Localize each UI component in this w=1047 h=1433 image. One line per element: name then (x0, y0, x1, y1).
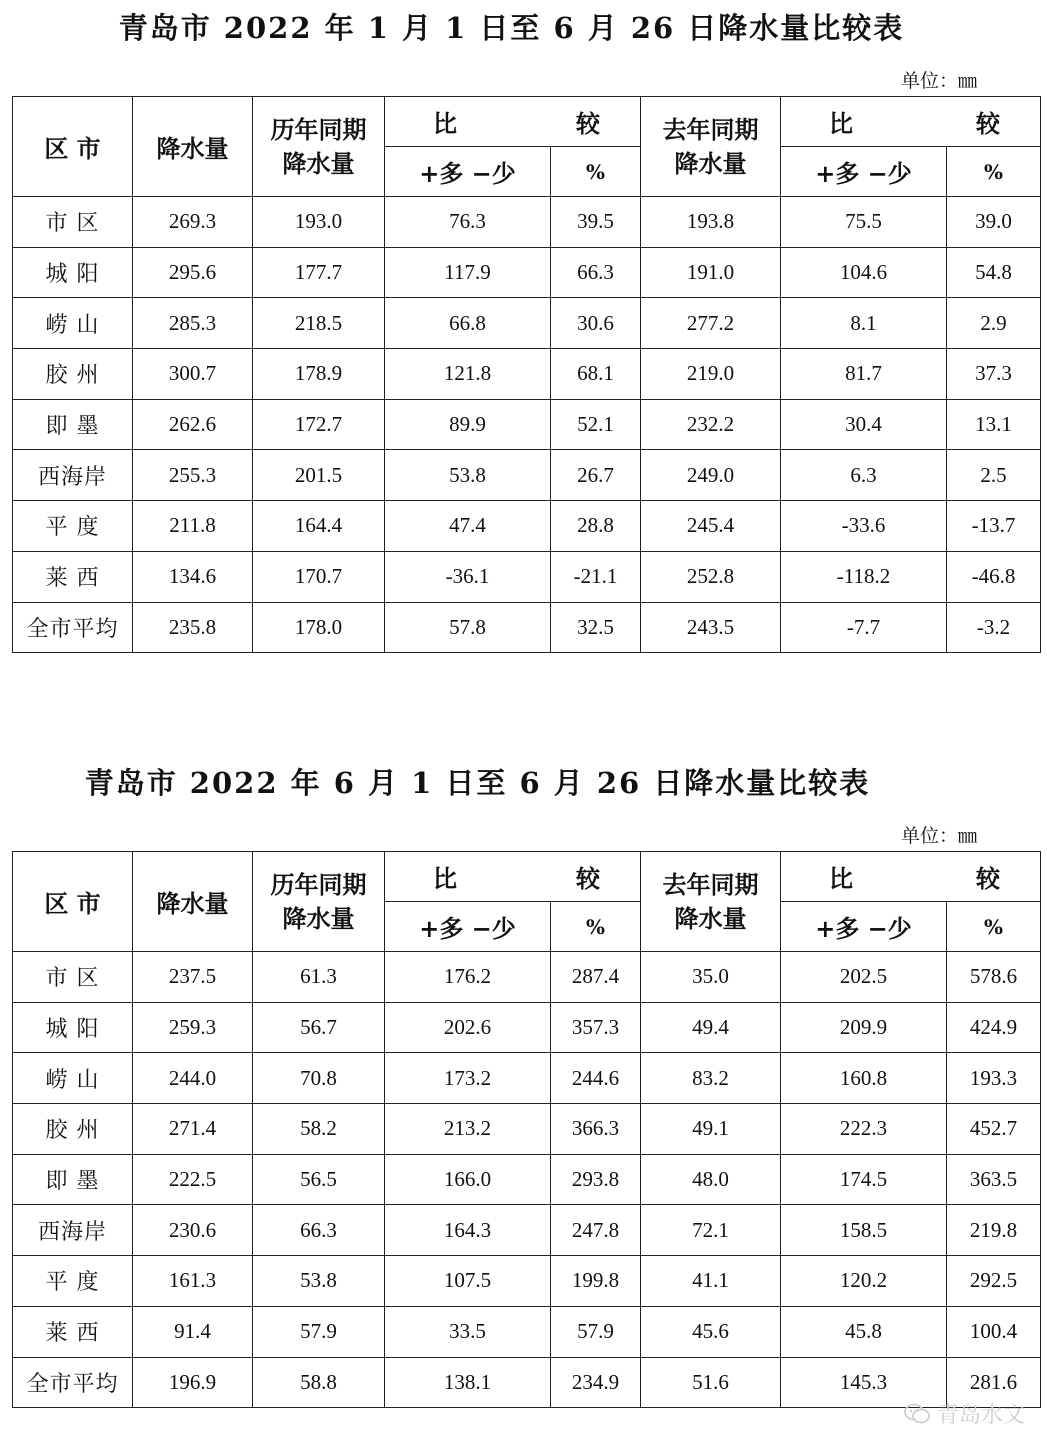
value-cell: -118.2 (781, 551, 947, 602)
value-cell: 61.3 (253, 952, 385, 1003)
district-cell: 全市平均 (13, 602, 133, 653)
value-cell: 176.2 (385, 952, 551, 1003)
value-cell: 30.4 (781, 399, 947, 450)
value-cell: 255.3 (133, 450, 253, 501)
value-cell: 145.3 (781, 1357, 947, 1408)
value-cell: 75.5 (781, 197, 947, 248)
value-cell: 244.6 (551, 1053, 641, 1104)
value-cell: 49.4 (641, 1002, 781, 1053)
value-cell: 100.4 (947, 1306, 1041, 1357)
value-cell: 232.2 (641, 399, 781, 450)
value-cell: 287.4 (551, 952, 641, 1003)
value-cell: 293.8 (551, 1154, 641, 1205)
value-cell: 58.2 (253, 1104, 385, 1155)
value-cell: 41.1 (641, 1256, 781, 1307)
table-row (13, 247, 1041, 298)
value-cell: 13.1 (947, 399, 1041, 450)
value-cell: 178.0 (253, 602, 385, 653)
value-cell: 269.3 (133, 197, 253, 248)
value-cell: 235.8 (133, 602, 253, 653)
value-cell: 164.4 (253, 501, 385, 552)
value-cell: 271.4 (133, 1104, 253, 1155)
district-cell: 莱 西 (13, 551, 133, 602)
value-cell: 56.7 (253, 1002, 385, 1053)
value-cell: 213.2 (385, 1104, 551, 1155)
table-title: 青岛市 2022 年 1 月 1 日至 6 月 26 日降水量比较表 (118, 11, 905, 45)
value-cell: -3.2 (947, 602, 1041, 653)
district-cell: 全市平均 (13, 1357, 133, 1408)
value-cell: 37.3 (947, 349, 1041, 400)
value-cell: 158.5 (781, 1205, 947, 1256)
value-cell: 243.5 (641, 602, 781, 653)
value-cell: -33.6 (781, 501, 947, 552)
table-row (13, 1154, 1041, 1205)
value-cell: 219.0 (641, 349, 781, 400)
value-cell: 218.5 (253, 298, 385, 349)
district-cell: 莱 西 (13, 1306, 133, 1357)
value-cell: 28.8 (551, 501, 641, 552)
district-cell: 西海岸 (13, 450, 133, 501)
value-cell: 166.0 (385, 1154, 551, 1205)
value-cell: 45.8 (781, 1306, 947, 1357)
table-row (13, 1357, 1041, 1408)
district-cell: 胶 州 (13, 349, 133, 400)
value-cell: 117.9 (385, 247, 551, 298)
value-cell: 578.6 (947, 952, 1041, 1003)
district-cell: 崂 山 (13, 298, 133, 349)
header-percent: % (551, 902, 641, 952)
header-historical: 历年同期 降水量 (253, 852, 385, 952)
value-cell: 295.6 (133, 247, 253, 298)
value-cell: -46.8 (947, 551, 1041, 602)
value-cell: -36.1 (385, 551, 551, 602)
district-cell: 即 墨 (13, 1154, 133, 1205)
unit-label: 单位：㎜ (900, 825, 977, 847)
value-cell: 285.3 (133, 298, 253, 349)
value-cell: 35.0 (641, 952, 781, 1003)
value-cell: 81.7 (781, 349, 947, 400)
value-cell: 76.3 (385, 197, 551, 248)
rainfall-table (12, 851, 1041, 1408)
value-cell: 160.8 (781, 1053, 947, 1104)
value-cell: 177.7 (253, 247, 385, 298)
rainfall-table (12, 96, 1041, 653)
table-body (13, 197, 1041, 653)
value-cell: 6.3 (781, 450, 947, 501)
value-cell: 58.8 (253, 1357, 385, 1408)
header-district: 区 市 (13, 97, 133, 197)
district-cell: 城 阳 (13, 247, 133, 298)
district-cell: 胶 州 (13, 1104, 133, 1155)
header-rainfall: 降水量 (133, 852, 253, 952)
value-cell: 202.5 (781, 952, 947, 1003)
district-cell: 市 区 (13, 197, 133, 248)
district-cell: 即 墨 (13, 399, 133, 450)
value-cell: 134.6 (133, 551, 253, 602)
table-row (13, 450, 1041, 501)
value-cell: 193.0 (253, 197, 385, 248)
value-cell: 49.1 (641, 1104, 781, 1155)
table-row (13, 1002, 1041, 1053)
table-row (13, 1104, 1041, 1155)
value-cell: 201.5 (253, 450, 385, 501)
header-percent: % (947, 147, 1041, 197)
value-cell: 300.7 (133, 349, 253, 400)
unit-label: 单位：㎜ (900, 70, 977, 92)
value-cell: -21.1 (551, 551, 641, 602)
header-more-less: +多 −少 (781, 147, 947, 197)
table-body (13, 952, 1041, 1408)
header-percent: % (947, 902, 1041, 952)
value-cell: 172.7 (253, 399, 385, 450)
header-more-less: +多 −少 (781, 902, 947, 952)
value-cell: 199.8 (551, 1256, 641, 1307)
value-cell: 83.2 (641, 1053, 781, 1104)
value-cell: 2.5 (947, 450, 1041, 501)
value-cell: 47.4 (385, 501, 551, 552)
value-cell: 53.8 (385, 450, 551, 501)
value-cell: 209.9 (781, 1002, 947, 1053)
value-cell: 26.7 (551, 450, 641, 501)
table-title: 青岛市 2022 年 6 月 1 日至 6 月 26 日降水量比较表 (84, 766, 871, 800)
value-cell: 452.7 (947, 1104, 1041, 1155)
value-cell: 173.2 (385, 1053, 551, 1104)
district-cell: 平 度 (13, 1256, 133, 1307)
value-cell: 178.9 (253, 349, 385, 400)
value-cell: 424.9 (947, 1002, 1041, 1053)
value-cell: 56.5 (253, 1154, 385, 1205)
district-cell: 市 区 (13, 952, 133, 1003)
value-cell: 8.1 (781, 298, 947, 349)
value-cell: 39.0 (947, 197, 1041, 248)
table-row (13, 1053, 1041, 1104)
header-last-year: 去年同期 降水量 (641, 97, 781, 197)
value-cell: 33.5 (385, 1306, 551, 1357)
value-cell: 247.8 (551, 1205, 641, 1256)
value-cell: 211.8 (133, 501, 253, 552)
header-more-less: +多 −少 (385, 147, 551, 197)
value-cell: 57.9 (253, 1306, 385, 1357)
district-cell: 平 度 (13, 501, 133, 552)
value-cell: 70.8 (253, 1053, 385, 1104)
header-district: 区 市 (13, 852, 133, 952)
header-compare-historical: 比 较 (385, 97, 641, 147)
value-cell: 68.1 (551, 349, 641, 400)
district-cell: 崂 山 (13, 1053, 133, 1104)
value-cell: 30.6 (551, 298, 641, 349)
value-cell: 51.6 (641, 1357, 781, 1408)
header-historical: 历年同期 降水量 (253, 97, 385, 197)
table-row (13, 551, 1041, 602)
table-row (13, 298, 1041, 349)
value-cell: -7.7 (781, 602, 947, 653)
header-compare-last-year: 比 较 (781, 97, 1041, 147)
value-cell: 244.0 (133, 1053, 253, 1104)
value-cell: 237.5 (133, 952, 253, 1003)
value-cell: 89.9 (385, 399, 551, 450)
value-cell: 292.5 (947, 1256, 1041, 1307)
value-cell: 259.3 (133, 1002, 253, 1053)
table-row (13, 501, 1041, 552)
value-cell: 121.8 (385, 349, 551, 400)
table-row (13, 197, 1041, 248)
value-cell: 45.6 (641, 1306, 781, 1357)
value-cell: -13.7 (947, 501, 1041, 552)
district-cell: 城 阳 (13, 1002, 133, 1053)
header-more-less: +多 −少 (385, 902, 551, 952)
table-row (13, 349, 1041, 400)
value-cell: 91.4 (133, 1306, 253, 1357)
table-row (13, 399, 1041, 450)
district-cell: 西海岸 (13, 1205, 133, 1256)
value-cell: 234.9 (551, 1357, 641, 1408)
table-row (13, 602, 1041, 653)
value-cell: 161.3 (133, 1256, 253, 1307)
value-cell: 104.6 (781, 247, 947, 298)
value-cell: 72.1 (641, 1205, 781, 1256)
watermark (903, 1398, 1025, 1429)
value-cell: 277.2 (641, 298, 781, 349)
value-cell: 363.5 (947, 1154, 1041, 1205)
value-cell: 191.0 (641, 247, 781, 298)
value-cell: 54.8 (947, 247, 1041, 298)
table-row (13, 1306, 1041, 1357)
value-cell: 193.8 (641, 197, 781, 248)
header-last-year: 去年同期 降水量 (641, 852, 781, 952)
value-cell: 170.7 (253, 551, 385, 602)
value-cell: 202.6 (385, 1002, 551, 1053)
header-rainfall: 降水量 (133, 97, 253, 197)
value-cell: 138.1 (385, 1357, 551, 1408)
value-cell: 262.6 (133, 399, 253, 450)
value-cell: 57.9 (551, 1306, 641, 1357)
value-cell: 219.8 (947, 1205, 1041, 1256)
value-cell: 357.3 (551, 1002, 641, 1053)
wechat-icon (903, 1403, 931, 1425)
value-cell: 120.2 (781, 1256, 947, 1307)
value-cell: 249.0 (641, 450, 781, 501)
table-row (13, 1256, 1041, 1307)
value-cell: 52.1 (551, 399, 641, 450)
header-compare-last-year: 比 较 (781, 852, 1041, 902)
value-cell: 164.3 (385, 1205, 551, 1256)
value-cell: 39.5 (551, 197, 641, 248)
watermark-text: 青岛水文 (936, 1403, 1025, 1428)
value-cell: 252.8 (641, 551, 781, 602)
value-cell: 107.5 (385, 1256, 551, 1307)
value-cell: 196.9 (133, 1357, 253, 1408)
value-cell: 222.5 (133, 1154, 253, 1205)
value-cell: 32.5 (551, 602, 641, 653)
value-cell: 53.8 (253, 1256, 385, 1307)
value-cell: 222.3 (781, 1104, 947, 1155)
value-cell: 57.8 (385, 602, 551, 653)
value-cell: 66.8 (385, 298, 551, 349)
value-cell: 2.9 (947, 298, 1041, 349)
table-row (13, 952, 1041, 1003)
value-cell: 245.4 (641, 501, 781, 552)
table-row (13, 1205, 1041, 1256)
value-cell: 174.5 (781, 1154, 947, 1205)
value-cell: 66.3 (253, 1205, 385, 1256)
header-percent: % (551, 147, 641, 197)
value-cell: 281.6 (947, 1357, 1041, 1408)
value-cell: 366.3 (551, 1104, 641, 1155)
value-cell: 66.3 (551, 247, 641, 298)
value-cell: 230.6 (133, 1205, 253, 1256)
value-cell: 193.3 (947, 1053, 1041, 1104)
value-cell: 48.0 (641, 1154, 781, 1205)
header-compare-historical: 比 较 (385, 852, 641, 902)
